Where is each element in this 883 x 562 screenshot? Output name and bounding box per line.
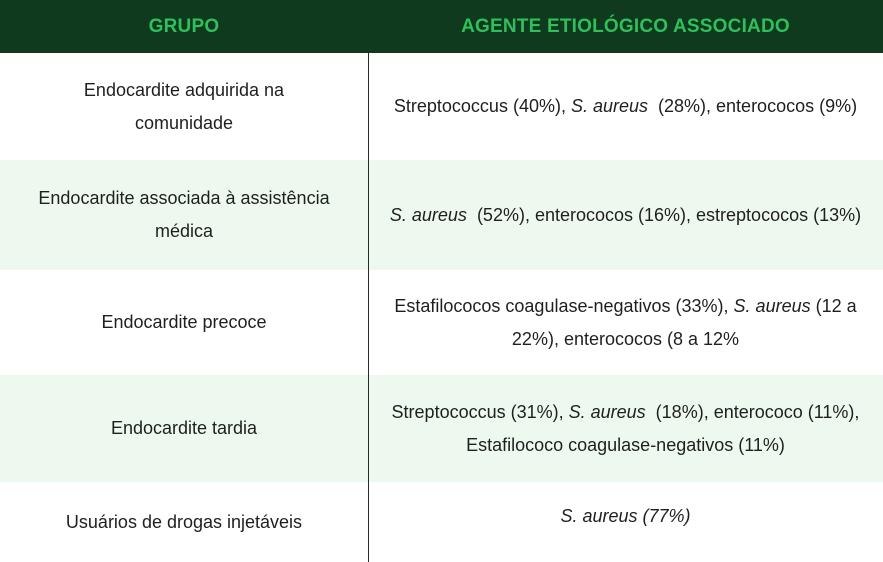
organism-name: S. aureus (570, 96, 649, 116)
table-header (0, 0, 883, 53)
agent-cell (368, 160, 883, 270)
table-row (0, 270, 883, 375)
group-cell: Endocardite precoce (101, 312, 267, 332)
agent-text (394, 90, 857, 123)
agent-text-segment: (52%), enterococos (16%), estreptococos (13%) (466, 204, 862, 225)
agent-cell (368, 270, 883, 375)
table-row (0, 53, 883, 160)
agent-text-segment: Estafilococos coagulase-negativos (33%), (394, 295, 734, 316)
group-cell: Usuários de drogas injetáveis (65, 511, 303, 532)
group-cell: Endocardite adquirida na comunidade (83, 79, 285, 133)
agent-text-segment: (18%), enterococo (11%), Estafilococo coagulase-negativos (11%) (466, 401, 865, 455)
organism-name: S. aureus (77%) (560, 506, 691, 526)
agent-text (560, 500, 690, 533)
agent-text (386, 396, 865, 462)
column-divider (368, 53, 369, 562)
agent-text-segment: Streptococcus (40%), (393, 96, 571, 116)
agent-text-segment: (12 a 22%), enterococos (8 a 12% (511, 295, 862, 349)
table-row (0, 375, 883, 482)
organism-name: S. aureus (389, 204, 467, 225)
agent-cell (368, 53, 883, 160)
table-row (0, 160, 883, 270)
group-cell: Endocardite associada à assistência médica (38, 188, 330, 241)
agent-text-segment: (28%), enterococos (9%) (648, 96, 858, 116)
header-group: GRUPO (148, 15, 220, 37)
table-row (0, 482, 883, 562)
agent-text (390, 199, 861, 232)
group-cell: Endocardite tardia (110, 418, 258, 438)
header-agent: AGENTE ETIOLÓGICO ASSOCIADO (461, 15, 790, 37)
agent-text-segment: Streptococcus (31%), (391, 401, 569, 422)
agent-cell (368, 375, 883, 482)
agent-text (386, 290, 865, 356)
organism-name: S. aureus (568, 401, 646, 422)
agent-cell (368, 482, 883, 562)
organism-name: S. aureus (733, 295, 811, 316)
